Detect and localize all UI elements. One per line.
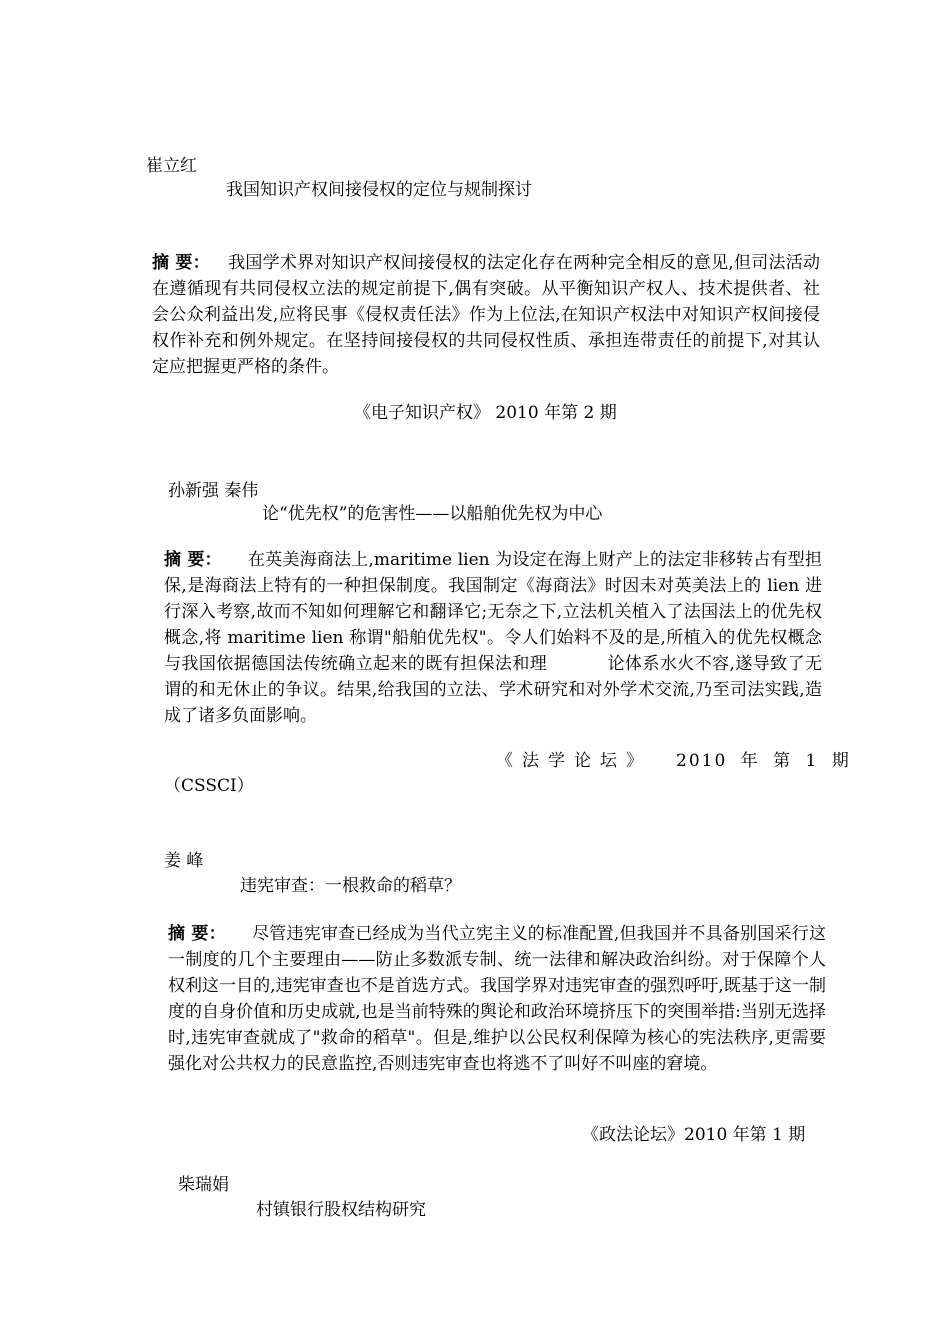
article-title: 我国知识产权间接侵权的定位与规制探讨 [226, 180, 532, 200]
abstract-text-continued: 论体系水火不容,遂导致了无谓的和无休止的争议。结果,给我国的立法、学术研究和对外学术交流,乃至司法实践,造成了诸多负面影响。 [164, 654, 823, 726]
author-name: 柴瑞娟 [178, 1175, 229, 1195]
author-name: 孙新强 秦伟 [168, 481, 259, 501]
index-tag: （CSSCI） [164, 776, 254, 796]
abstract-text: 我国学术界对知识产权间接侵权的法定化存在两种完全相反的意见,但司法活动在遵循现有共同侵权立法的规定前提下,偶有突破。从平衡知识产权人、技术提供者、社会公众利益出发,应将民事《侵权责任法》作为上位法,在知识产权法中对知识产权间接侵权作补充和例外规定。在坚持间接侵权的共同侵权性质、承担连带责任的前提下,对其认定应把握更严格的条件。 [152, 253, 821, 377]
journal-source: 《政法论坛》2010 年第 1 期 [582, 1125, 806, 1145]
article-title: 违宪审查：一根救命的稻草？ [240, 876, 461, 896]
journal-issue: 2010 年 第 1 期 [676, 751, 851, 771]
abstract-text: 在英美海商法上,maritime lien 为设定在海上财产上的法定非移转占有型担保,是海商法上特有的一种担保制度。我国制定《海商法》时因未对英美法上的 lien 进行深入考察,故而不知如何理解它和翻译它;无奈之下,立法机关植入了法国法上的优先权概念,将 maritime lien 称谓"船舶优先权"。令人们始料不及的是,所植入的优先权概念与我国依据德国法传统确立起来的既有担保法和理 [164, 550, 822, 674]
abstract-text: 尽管违宪审查已经成为当代立宪主义的标准配置,但我国并不具备别国采行这一制度的几个主要理由——防止多数派专制、统一法律和解决政治纠纷。对于保障个人权利这一目的,违宪审查也不是首选方式。我国学界对违宪审查的强烈呼吁,既基于这一制度的自身价值和历史成就,也是当前特殊的舆论和政治环境挤压下的突围举措:当别无选择时,违宪审查就成了"救命的稻草"。但是,维护以公民权利保障为核心的宪法秩序,更需要强化对公共权力的民意监控,否则违宪审查也将逃不了叫好不叫座的窘境。 [168, 924, 827, 1074]
abstract-block [168, 921, 826, 1077]
abstract-block [164, 547, 822, 729]
abstract-label: 摘 要： [168, 924, 226, 944]
article-title: 论“优先权”的危害性——以船舶优先权为中心 [262, 504, 603, 524]
author-name: 崔立红 [146, 156, 197, 176]
journal-source: 《法学论坛》 [496, 751, 652, 771]
author-name: 姜 峰 [164, 851, 204, 871]
abstract-label: 摘 要： [152, 253, 210, 273]
article-title: 村镇银行股权结构研究 [256, 1200, 426, 1220]
abstract-label: 摘 要： [164, 550, 222, 570]
abstract-block [152, 250, 820, 380]
journal-source: 《电子知识产权》 2010 年第 2 期 [354, 403, 617, 423]
